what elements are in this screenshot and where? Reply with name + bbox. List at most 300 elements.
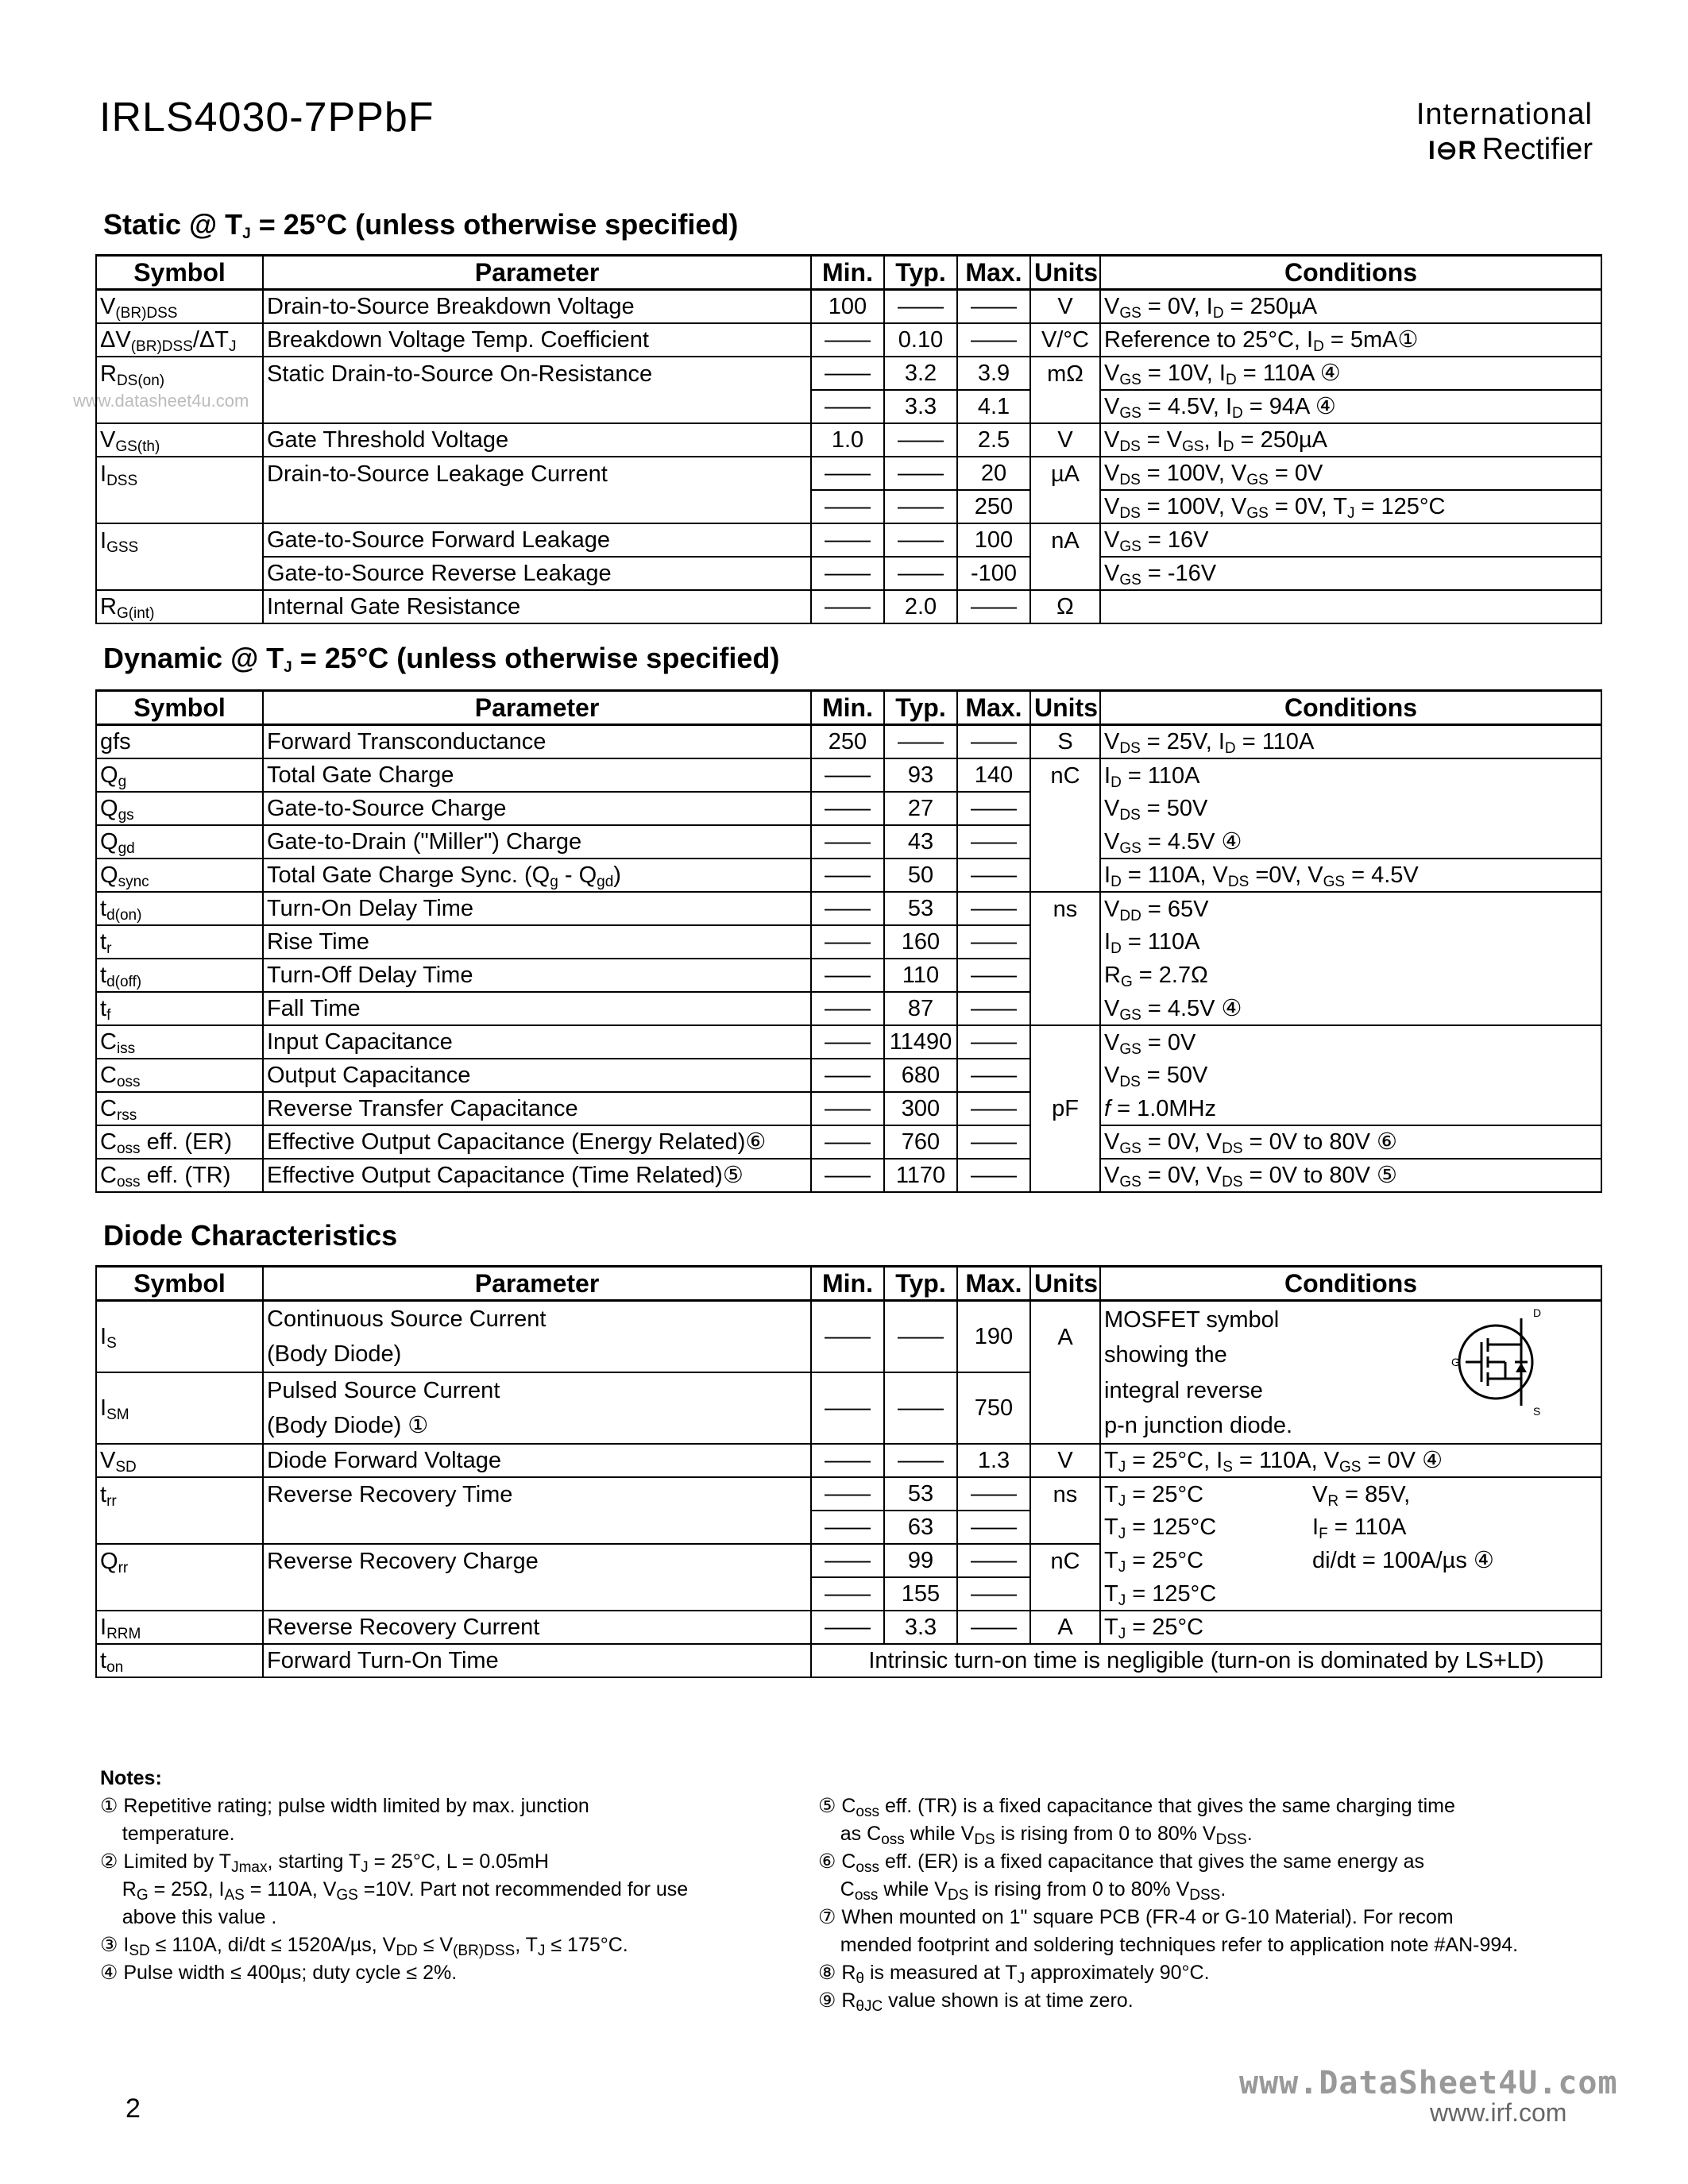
parameter-cell: Gate-to-Drain ("Miller") Charge — [263, 825, 811, 859]
table-row — [96, 1092, 1601, 1125]
max-cell: —— — [957, 959, 1030, 992]
static-table — [95, 254, 1602, 624]
conditions-cell: $I_D = 110A$ — [1100, 758, 1601, 792]
symbol-cell: $R_{G(int)}$ — [96, 590, 263, 623]
min-cell: —— — [811, 590, 884, 623]
min-cell: —— — [811, 1059, 884, 1092]
note-line: $R_G = 25\Omega$, $I_{AS} = 110A$, $V_{GS} =10V$. Part not recommended for use — [100, 1878, 689, 1904]
column-header: Min. — [811, 256, 884, 290]
conditions-cell: $V_{DS} = 100V$, $V_{GS} = 0V$ — [1100, 457, 1601, 490]
column-header: Parameter — [263, 691, 811, 725]
symbol-cell: $t_r$ — [96, 925, 263, 959]
conditions-cell: $V_{DS} = 50V$ — [1100, 1059, 1601, 1092]
conditions-cell: $V_{DS} = 25V$, $I_D = 110A$ — [1100, 725, 1601, 759]
table-row — [96, 1544, 1601, 1577]
conditions-span-cell: Intrinsic turn-on time is negligible (turn-on is dominated by LS+LD) — [811, 1644, 1601, 1677]
units-cell — [1030, 959, 1100, 992]
min-cell: —— — [811, 390, 884, 423]
diode-heading: Diode Characteristics — [103, 1219, 398, 1252]
min-cell: —— — [811, 758, 884, 792]
units-cell — [1030, 490, 1100, 523]
mosfet-symbol-icon — [1434, 1302, 1561, 1422]
min-cell: —— — [811, 792, 884, 825]
typ-cell: 87 — [884, 992, 957, 1025]
max-cell: —— — [957, 1092, 1030, 1125]
symbol-cell: $V_{(BR)DSS}$ — [96, 290, 263, 324]
parameter-cell: Static Drain-to-Source On-Resistance — [263, 357, 811, 390]
note-line: as $C_{oss}$ while $V_{DS}$ is rising from 0 to 80% $V_{DSS}$. — [818, 1823, 1253, 1848]
min-cell: —— — [811, 1372, 884, 1444]
typ-cell: 3.3 — [884, 390, 957, 423]
symbol-cell — [96, 1577, 263, 1611]
units-cell: µA — [1030, 457, 1100, 490]
table-row — [96, 758, 1601, 792]
min-cell: —— — [811, 1092, 884, 1125]
column-header: Units — [1030, 1267, 1100, 1301]
symbol-cell: $t_{d(off)}$ — [96, 959, 263, 992]
table-row — [96, 1444, 1601, 1477]
conditions-cell: $T_J = 25^\circ C$ di/dt = 100A/µs ④ — [1100, 1544, 1601, 1577]
symbol-cell: $V_{SD}$ — [96, 1444, 263, 1477]
table-row — [96, 1611, 1601, 1644]
note-line: ① Repetitive rating; pulse width limited by max. junction — [100, 1795, 589, 1817]
min-cell: —— — [811, 457, 884, 490]
column-header: Conditions — [1100, 256, 1601, 290]
table-row — [96, 1372, 1601, 1444]
conditions-cell: $V_{GS} = 4.5V$ ④ — [1100, 992, 1601, 1025]
parameter-cell: Forward Turn-On Time — [263, 1644, 811, 1677]
typ-cell: —— — [884, 523, 957, 557]
column-header: Symbol — [96, 691, 263, 725]
units-cell — [1030, 1059, 1100, 1092]
dynamic-heading: Dynamic @ $T_J = 25^\circ C$ (unless otherwise specified) — [103, 642, 780, 676]
parameter-cell: Fall Time — [263, 992, 811, 1025]
max-cell: —— — [957, 1477, 1030, 1511]
symbol-cell: $Q_{sync}$ — [96, 859, 263, 892]
symbol-cell: $I_{SM}$ — [96, 1372, 263, 1444]
column-header: Parameter — [263, 256, 811, 290]
parameter-cell: Gate-to-Source Reverse Leakage — [263, 557, 811, 590]
column-header: Conditions — [1100, 691, 1601, 725]
conditions-cell: $V_{GS} = 0V$, $V_{DS} = 0V$ to 80V ⑥ — [1100, 1125, 1601, 1159]
max-cell: 4.1 — [957, 390, 1030, 423]
table-row — [96, 290, 1601, 324]
table-row — [96, 1125, 1601, 1159]
max-cell: 190 — [957, 1301, 1030, 1373]
parameter-cell: Total Gate Charge Sync. $(Q_g - Q_{gd})$ — [263, 859, 811, 892]
parameter-cell — [263, 390, 811, 423]
max-cell: 3.9 — [957, 357, 1030, 390]
conditions-cell: Reference to 25°C, $I_D$ = 5mA① — [1100, 323, 1601, 357]
note-line: $C_{oss}$ while $V_{DS}$ is rising from 0 to 80% $V_{DSS}$. — [818, 1878, 1226, 1904]
typ-cell: —— — [884, 457, 957, 490]
min-cell: —— — [811, 557, 884, 590]
symbol-cell — [96, 390, 263, 423]
logo-mark: I⊖R — [1427, 136, 1477, 164]
parameter-cell: Forward Transconductance — [263, 725, 811, 759]
notes-heading: Notes: — [100, 1767, 162, 1789]
table-row — [96, 1025, 1601, 1059]
symbol-cell: $t_{on}$ — [96, 1644, 263, 1677]
conditions-cell: MOSFET symbol showing the — [1100, 1301, 1601, 1373]
static-heading: Static @ $T_J = 25^\circ C$ (unless otherwise specified) — [103, 208, 739, 242]
symbol-cell: $R_{DS(on)}$ — [96, 357, 263, 390]
parameter-cell: Pulsed Source Current (Body Diode) ① — [263, 1372, 811, 1444]
column-header: Parameter — [263, 1267, 811, 1301]
min-cell: —— — [811, 992, 884, 1025]
symbol-cell: $C_{oss}$ eff. (ER) — [96, 1125, 263, 1159]
min-cell: —— — [811, 825, 884, 859]
units-cell: ns — [1030, 892, 1100, 925]
typ-cell: 3.2 — [884, 357, 957, 390]
symbol-cell — [96, 490, 263, 523]
units-cell — [1030, 1025, 1100, 1059]
min-cell: —— — [811, 1577, 884, 1611]
typ-cell: 63 — [884, 1511, 957, 1544]
column-header: Symbol — [96, 256, 263, 290]
column-header: Max. — [957, 256, 1030, 290]
min-cell: —— — [811, 1025, 884, 1059]
min-cell: —— — [811, 959, 884, 992]
parameter-cell — [263, 490, 811, 523]
units-cell: Ω — [1030, 590, 1100, 623]
note-line: temperature. — [100, 1823, 235, 1845]
symbol-cell: $I_S$ — [96, 1301, 263, 1373]
page-number: 2 — [126, 2093, 141, 2124]
max-cell: —— — [957, 1577, 1030, 1611]
symbol-cell: $Q_{rr}$ — [96, 1544, 263, 1577]
parameter-cell: Gate Threshold Voltage — [263, 423, 811, 457]
drain-label: D — [1533, 1306, 1542, 1319]
symbol-cell: gfs — [96, 725, 263, 759]
conditions-cell: $V_{DS} = 50V$ — [1100, 792, 1601, 825]
conditions-cell: $R_G = 2.7\Omega$ — [1100, 959, 1601, 992]
dynamic-table — [95, 689, 1602, 1193]
max-cell: —— — [957, 1511, 1030, 1544]
parameter-cell: Output Capacitance — [263, 1059, 811, 1092]
min-cell: —— — [811, 523, 884, 557]
logo-line-2 — [1398, 132, 1593, 168]
symbol-cell — [96, 1511, 263, 1544]
max-cell: —— — [957, 1025, 1030, 1059]
parameter-cell: Effective Output Capacitance (Energy Related)⑥ — [263, 1125, 811, 1159]
conditions-cell: $V_{GS} = 16V$ — [1100, 523, 1601, 557]
parameter-cell: Reverse Recovery Charge — [263, 1544, 811, 1577]
min-cell: —— — [811, 357, 884, 390]
units-cell — [1030, 1511, 1100, 1544]
parameter-cell: Effective Output Capacitance (Time Related)⑤ — [263, 1159, 811, 1192]
max-cell: 250 — [957, 490, 1030, 523]
max-cell: —— — [957, 725, 1030, 759]
conditions-cell — [1100, 590, 1601, 623]
column-header: Symbol — [96, 1267, 263, 1301]
conditions-cell: $V_{GS} = 4.5V$ ④ — [1100, 825, 1601, 859]
max-cell: 2.5 — [957, 423, 1030, 457]
units-cell — [1030, 992, 1100, 1025]
table-row — [96, 892, 1601, 925]
max-cell: —— — [957, 925, 1030, 959]
footer-irf-url[interactable]: www.irf.com — [1430, 2098, 1567, 2127]
typ-cell: 27 — [884, 792, 957, 825]
max-cell: —— — [957, 859, 1030, 892]
note-line: ⑥ $C_{oss}$ eff. (ER) is a fixed capacitance that gives the same energy as — [818, 1850, 1424, 1876]
units-cell — [1030, 390, 1100, 423]
typ-cell: —— — [884, 1444, 957, 1477]
table-row — [96, 1477, 1601, 1511]
table-row — [96, 959, 1601, 992]
typ-cell: 3.3 — [884, 1611, 957, 1644]
parameter-cell: Turn-On Delay Time — [263, 892, 811, 925]
min-cell: —— — [811, 1159, 884, 1192]
parameter-cell: Gate-to-Source Charge — [263, 792, 811, 825]
part-number-title: IRLS4030-7PPbF — [99, 95, 435, 141]
parameter-cell: Reverse Recovery Current — [263, 1611, 811, 1644]
table-header-row — [96, 691, 1601, 725]
max-cell: —— — [957, 825, 1030, 859]
table-row — [96, 590, 1601, 623]
typ-cell: 1170 — [884, 1159, 957, 1192]
parameter-cell: Breakdown Voltage Temp. Coefficient — [263, 323, 811, 357]
typ-cell: —— — [884, 423, 957, 457]
table-row — [96, 1644, 1601, 1677]
parameter-cell: Total Gate Charge — [263, 758, 811, 792]
symbol-cell: $Q_{gd}$ — [96, 825, 263, 859]
max-cell: —— — [957, 992, 1030, 1025]
conditions-cell: $V_{GS} = -16V$ — [1100, 557, 1601, 590]
min-cell: 100 — [811, 290, 884, 324]
table-row — [96, 1159, 1601, 1192]
column-header: Min. — [811, 691, 884, 725]
max-cell: 1.3 — [957, 1444, 1030, 1477]
units-cell — [1030, 1577, 1100, 1611]
min-cell: —— — [811, 1477, 884, 1511]
column-header: Typ. — [884, 256, 957, 290]
table-row — [96, 457, 1601, 490]
conditions-cell: $T_J = 125^\circ C$ — [1100, 1577, 1601, 1611]
table-row — [96, 557, 1601, 590]
conditions-cell: integral reverse p-n junction diode. — [1100, 1372, 1601, 1444]
min-cell: —— — [811, 892, 884, 925]
parameter-cell: Drain-to-Source Breakdown Voltage — [263, 290, 811, 324]
units-cell — [1030, 792, 1100, 825]
max-cell: 100 — [957, 523, 1030, 557]
table-row — [96, 357, 1601, 390]
max-cell: 750 — [957, 1372, 1030, 1444]
notes-right — [818, 1792, 1601, 2015]
column-header: Typ. — [884, 1267, 957, 1301]
min-cell: —— — [811, 1301, 884, 1373]
column-header: Units — [1030, 256, 1100, 290]
symbol-cell: $Q_{gs}$ — [96, 792, 263, 825]
column-header: Max. — [957, 1267, 1030, 1301]
typ-cell: 680 — [884, 1059, 957, 1092]
column-header: Conditions — [1100, 1267, 1601, 1301]
note-line: ⑨ $R_{\theta JC}$ value shown is at time zero. — [818, 1989, 1134, 2015]
conditions-cell: $V_{GS} = 4.5V$, $I_D = 94A$ ④ — [1100, 390, 1601, 423]
notes-left — [100, 1765, 831, 1987]
parameter-cell: Continuous Source Current (Body Diode) — [263, 1301, 811, 1373]
footer-watermark-url[interactable]: www.DataSheet4U.com — [1239, 2065, 1618, 2101]
typ-cell: 53 — [884, 892, 957, 925]
parameter-cell: Input Capacitance — [263, 1025, 811, 1059]
typ-cell: 300 — [884, 1092, 957, 1125]
source-label: S — [1533, 1405, 1541, 1418]
parameter-cell — [263, 1577, 811, 1611]
conditions-cell: $V_{DD} = 65V$ — [1100, 892, 1601, 925]
max-cell: —— — [957, 892, 1030, 925]
max-cell: —— — [957, 323, 1030, 357]
units-cell: pF — [1030, 1092, 1100, 1125]
typ-cell: 760 — [884, 1125, 957, 1159]
column-header: Max. — [957, 691, 1030, 725]
typ-cell: 0.10 — [884, 323, 957, 357]
note-line: ⑤ $C_{oss}$ eff. (TR) is a fixed capacitance that gives the same charging time — [818, 1795, 1455, 1820]
typ-cell: 11490 — [884, 1025, 957, 1059]
column-header: Units — [1030, 691, 1100, 725]
note-line: ③ $I_{SD} \le 110A$, di/dt ≤ 1520A/µs, $V_{DD} \le V_{(BR)DSS}$, $T_J \le 175^\circ C$. — [100, 1934, 628, 1959]
typ-cell: 155 — [884, 1577, 957, 1611]
units-cell — [1030, 859, 1100, 892]
typ-cell: 160 — [884, 925, 957, 959]
column-header: Typ. — [884, 691, 957, 725]
parameter-cell — [263, 1511, 811, 1544]
symbol-cell: $I_{DSS}$ — [96, 457, 263, 490]
min-cell: —— — [811, 925, 884, 959]
column-header: Min. — [811, 1267, 884, 1301]
typ-cell: 99 — [884, 1544, 957, 1577]
units-cell — [1030, 557, 1100, 590]
table-header-row — [96, 1267, 1601, 1301]
units-cell — [1030, 925, 1100, 959]
conditions-cell: $T_J = 25^\circ C$ — [1100, 1611, 1601, 1644]
symbol-cell — [96, 557, 263, 590]
table-row — [96, 1511, 1601, 1544]
conditions-cell: $I_D = 110A$ — [1100, 925, 1601, 959]
min-cell: 1.0 — [811, 423, 884, 457]
units-cell — [1030, 1159, 1100, 1192]
units-cell: nA — [1030, 523, 1100, 557]
typ-cell: —— — [884, 490, 957, 523]
parameter-cell: Internal Gate Resistance — [263, 590, 811, 623]
min-cell: —— — [811, 1125, 884, 1159]
table-row — [96, 859, 1601, 892]
table-row — [96, 490, 1601, 523]
note-line: ④ Pulse width ≤ 400µs; duty cycle ≤ 2%. — [100, 1962, 458, 1984]
table-row — [96, 423, 1601, 457]
conditions-cell: f = 1.0MHz — [1100, 1092, 1601, 1125]
units-cell: V — [1030, 423, 1100, 457]
units-cell: V/°C — [1030, 323, 1100, 357]
typ-cell: 93 — [884, 758, 957, 792]
units-cell: V — [1030, 1444, 1100, 1477]
symbol-cell: $t_f$ — [96, 992, 263, 1025]
parameter-cell: Turn-Off Delay Time — [263, 959, 811, 992]
watermark: www.datasheet4u.com — [73, 391, 249, 411]
units-cell: A — [1030, 1301, 1100, 1373]
table-row — [96, 1301, 1601, 1373]
units-cell: S — [1030, 725, 1100, 759]
conditions-cell: $V_{GS} = 0V$ — [1100, 1025, 1601, 1059]
typ-cell: 110 — [884, 959, 957, 992]
typ-cell: —— — [884, 290, 957, 324]
typ-cell: —— — [884, 557, 957, 590]
symbol-cell: $I_{RRM}$ — [96, 1611, 263, 1644]
diode-table — [95, 1265, 1602, 1678]
min-cell: —— — [811, 1444, 884, 1477]
table-header-row — [96, 256, 1601, 290]
max-cell: -100 — [957, 557, 1030, 590]
max-cell: —— — [957, 1125, 1030, 1159]
max-cell: —— — [957, 1159, 1030, 1192]
min-cell: —— — [811, 1544, 884, 1577]
symbol-cell: $V_{GS(th)}$ — [96, 423, 263, 457]
note-line: ⑧ $R_\theta$ is measured at $T_J$ approximately 90°C. — [818, 1962, 1210, 1987]
table-row — [96, 725, 1601, 759]
units-cell: A — [1030, 1611, 1100, 1644]
max-cell: —— — [957, 290, 1030, 324]
units-cell — [1030, 825, 1100, 859]
units-cell: mΩ — [1030, 357, 1100, 390]
note-line: ② Limited by $T_{Jmax}$, starting $T_J = 25^\circ C$, L = 0.05mH — [100, 1850, 549, 1876]
units-cell: V — [1030, 290, 1100, 324]
typ-cell: 53 — [884, 1477, 957, 1511]
max-cell: —— — [957, 590, 1030, 623]
conditions-cell: $V_{DS} = 100V$, $V_{GS} = 0V$, $T_J = 125^\circ C$ — [1100, 490, 1601, 523]
logo-line-1: International — [1416, 98, 1593, 131]
table-row — [96, 390, 1601, 423]
symbol-cell: $C_{oss}$ eff. (TR) — [96, 1159, 263, 1192]
table-row — [96, 825, 1601, 859]
typ-cell: 43 — [884, 825, 957, 859]
parameter-cell: Reverse Recovery Time — [263, 1477, 811, 1511]
symbol-cell: $C_{rss}$ — [96, 1092, 263, 1125]
parameter-cell: Diode Forward Voltage — [263, 1444, 811, 1477]
min-cell: —— — [811, 1511, 884, 1544]
table-row — [96, 1059, 1601, 1092]
gate-label: G — [1451, 1356, 1460, 1368]
note-line: mended footprint and soldering techniques refer to application note #AN-994. — [818, 1934, 1519, 1956]
units-cell — [1030, 1372, 1100, 1444]
note-line: above this value . — [100, 1906, 277, 1928]
units-cell: ns — [1030, 1477, 1100, 1511]
company-logo — [1398, 97, 1593, 168]
table-row — [96, 792, 1601, 825]
table-row — [96, 992, 1601, 1025]
symbol-cell: $\Delta V_{(BR)DSS}/\Delta T_J$ — [96, 323, 263, 357]
typ-cell: —— — [884, 1372, 957, 1444]
units-cell — [1030, 1125, 1100, 1159]
typ-cell: 50 — [884, 859, 957, 892]
symbol-cell: $t_{rr}$ — [96, 1477, 263, 1511]
note-line: ⑦ When mounted on 1" square PCB (FR-4 or G-10 Material). For recom — [818, 1906, 1454, 1928]
max-cell: 20 — [957, 457, 1030, 490]
symbol-cell: $C_{oss}$ — [96, 1059, 263, 1092]
conditions-cell: $V_{GS} = 10V$, $I_D = 110A$ ④ — [1100, 357, 1601, 390]
conditions-cell: $I_D = 110A$, $V_{DS} =0V$, $V_{GS} = 4.5V$ — [1100, 859, 1601, 892]
table-row — [96, 323, 1601, 357]
conditions-cell: $T_J = 25^\circ C$, $I_S = 110A$, $V_{GS} = 0V$ ④ — [1100, 1444, 1601, 1477]
table-row — [96, 925, 1601, 959]
min-cell: —— — [811, 323, 884, 357]
typ-cell: —— — [884, 725, 957, 759]
typ-cell: 2.0 — [884, 590, 957, 623]
max-cell: —— — [957, 1059, 1030, 1092]
table-row — [96, 1577, 1601, 1611]
max-cell: —— — [957, 1544, 1030, 1577]
conditions-cell: $V_{GS} = 0V$, $I_D = 250\mu A$ — [1100, 290, 1601, 324]
symbol-cell: $t_{d(on)}$ — [96, 892, 263, 925]
min-cell: —— — [811, 1611, 884, 1644]
